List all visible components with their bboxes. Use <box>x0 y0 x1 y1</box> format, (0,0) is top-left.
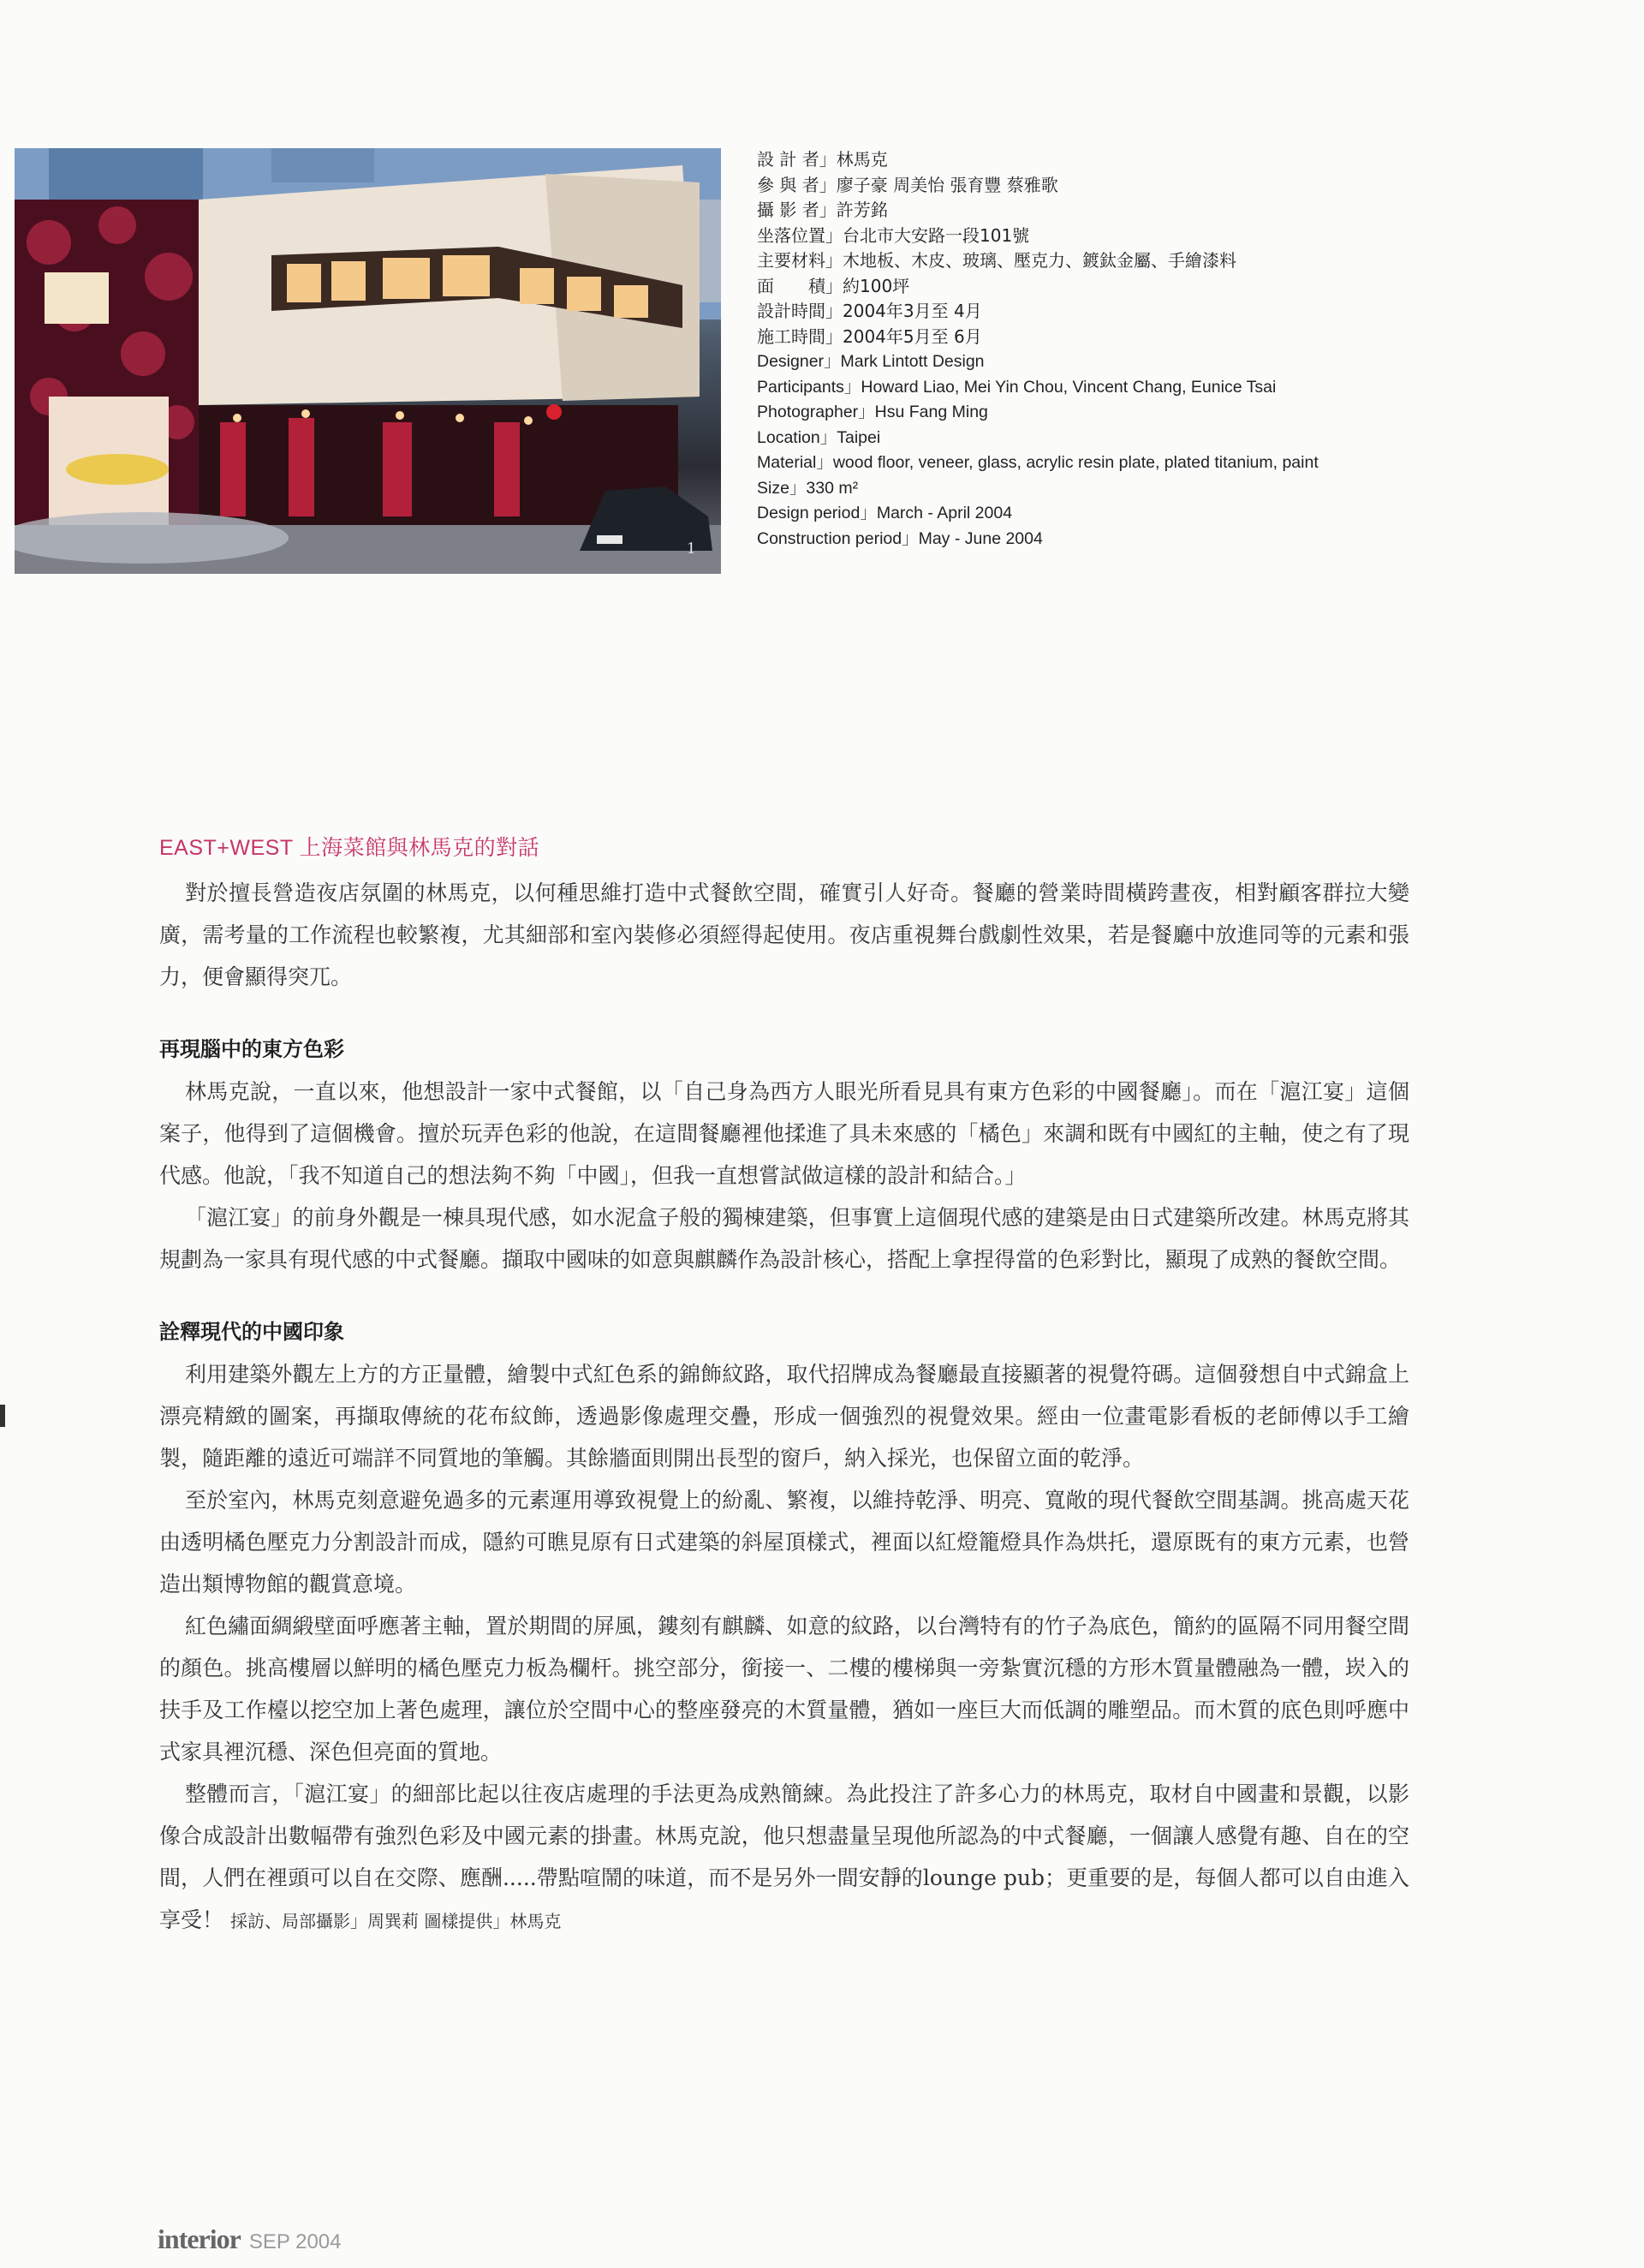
section-2-paragraph-1: 利用建築外觀左上方的方正量體，繪製中式紅色系的錦飾紋路，取代招牌成為餐廳最直接顯著的視覺符碼。這個發想自中式錦盒上漂亮精緻的圖案，再擷取傳統的花布紋飾，透過影像處理交疊，形成一個強烈的視覺效果。經由一位畫電影看板的老師傅以手工繪製，隨距離的遠近可端詳不同質地的筆觸。其餘牆面則開出長型的窗戶，納入採光，也保留立面的乾淨。 <box>159 1362 1409 1471</box>
section-1-title: 再現腦中的東方色彩 <box>159 1037 344 1061</box>
building-illustration <box>15 148 721 574</box>
restaurant-exterior-photo <box>15 148 721 574</box>
closing-credit: 採訪、局部攝影」周巽莉 圖樣提供」林馬克 <box>229 1911 562 1931</box>
credit-designer-zh: 設 計 者」林馬克 <box>757 149 888 170</box>
credit-design-period-en: Design period」March - April 2004 <box>757 504 1013 522</box>
section-2-paragraph-2: 至於室內，林馬克刻意避免過多的元素運用導致視覺上的紛亂、繁複，以維持乾淨、明亮、寬敞的現代餐飲空間基調。挑高處天花由透明橘色壓克力分割設計而成，隱約可瞧見原有日式建築的斜屋頂樣式，裡面以紅燈籠燈具作為烘托，還原既有的東方元素，也營造出類博物館的觀賞意境。 <box>159 1488 1409 1597</box>
section-1-paragraph-1: 林馬克說，一直以來，他想設計一家中式餐館，以「自己身為西方人眼光所看見具有東方色彩的中國餐廳」。而在「滬江宴」這個案子，他得到了這個機會。擅於玩弄色彩的他說，在這間餐廳裡他揉進了具未來感的「橘色」來調和既有中國紅的主軸，使之有了現代感。他說，「我不知道自己的想法夠不夠「中國」，但我一直想嘗試做這樣的設計和結合。」 <box>159 1079 1409 1188</box>
credit-design-period-zh: 設計時間」2004年3月至 4月 <box>757 301 982 321</box>
credit-photographer-zh: 攝 影 者」許芳銘 <box>757 200 888 220</box>
credit-designer-en: Designer」Mark Lintott Design <box>757 352 985 371</box>
credit-location-zh: 坐落位置」台北市大安路一段101號 <box>757 224 1030 246</box>
section-2-title: 詮釋現代的中國印象 <box>159 1320 344 1344</box>
credit-participants-zh: 參 與 者」廖子豪 周美怡 張育豐 蔡雅歌 <box>757 174 1058 195</box>
section-2-paragraph-4 <box>159 1773 1409 1943</box>
credit-size-en: Size」330 m² <box>757 478 859 498</box>
page-footer <box>158 2223 342 2255</box>
project-credits <box>757 147 1622 552</box>
credit-location-en: Location」Taipei <box>757 427 881 447</box>
article-headline: EAST+WEST 上海菜館與林馬克的對話 <box>159 836 540 860</box>
credit-photographer-en: Photographer」Hsu Fang Ming <box>757 403 988 421</box>
credit-material-en: Material」wood floor, veneer, glass, acrylic resin plate, plated titanium, paint <box>757 453 1319 472</box>
section-1-paragraph-2: 「滬江宴」的前身外觀是一棟具現代感，如水泥盒子般的獨棟建築，但事實上這個現代感的建築是由日式建築所改建。林馬克將其規劃為一家具有現代感的中式餐廳。擷取中國味的如意與麒麟作為設計核心，搭配上拿捏得當的色彩對比，顯現了成熟的餐飲空間。 <box>159 1205 1409 1272</box>
credit-construction-period-en: Construction period」May - June 2004 <box>757 528 1043 548</box>
article-intro: 對於擅長營造夜店氛圍的林馬克，以何種思維打造中式餐飲空間，確實引人好奇。餐廳的營業時間橫跨晝夜，相對顧客群拉大變廣，需考量的工作流程也較繁複，尤其細部和室內裝修必須經得起使用。夜店重視舞台戲劇性效果，若是餐廳中放進同等的元素和張力，便會顯得突兀。 <box>159 880 1409 989</box>
photo-number: 1 <box>687 539 695 558</box>
section-2-paragraph-3: 紅色繡面綢緞壁面呼應著主軸，置於期間的屏風，鏤刻有麒麟、如意的紋路，以台灣特有的竹子為底色，簡約的區隔不同用餐空間的顏色。挑高樓層以鮮明的橘色壓克力板為欄杆。挑空部分，銜接一、二樓的樓梯與一旁紮實沉穩的方形木質量體融為一體，崁入的扶手及工作檯以挖空加上著色處理，讓位於空間中心的整座發亮的木質量體，猶如一座巨大而低調的雕塑品。而木質的底色則呼應中式家具裡沉穩、深色但亮面的質地。 <box>159 1614 1409 1764</box>
credit-materials-zh: 主要材料」木地板、木皮、玻璃、壓克力、鍍鈦金屬、手繪漆料 <box>757 250 1236 271</box>
magazine-logo: interior <box>158 2223 241 2254</box>
credit-area-zh: 面 積」約100坪 <box>757 275 910 296</box>
credit-construction-period-zh: 施工時間」2004年5月至 6月 <box>757 325 982 347</box>
article-body <box>159 831 1409 1943</box>
scan-edge-mark <box>0 1405 5 1427</box>
credit-participants-en: Participants」Howard Liao, Mei Yin Chou, Vincent Chang, Eunice Tsai <box>757 377 1277 397</box>
issue-date: SEP 2004 <box>248 2230 342 2253</box>
section-2-paragraph-4-text: 整體而言，「滬江宴」的細部比起以往夜店處理的手法更為成熟簡練。為此投注了許多心力的林馬克，取材自中國畫和景觀，以影像合成設計出數幅帶有強烈色彩及中國元素的掛畫。林馬克說，他只想盡量呈現他所認為的中式餐廳，一個讓人感覺有趣、自在的空間，人們在裡頭可以自在交際、應酬.....帶點喧鬧的味道，而不是另外一間安靜的lounge pub；更重要的是，每個人都可以自由進入享受！ <box>159 1782 1409 1932</box>
